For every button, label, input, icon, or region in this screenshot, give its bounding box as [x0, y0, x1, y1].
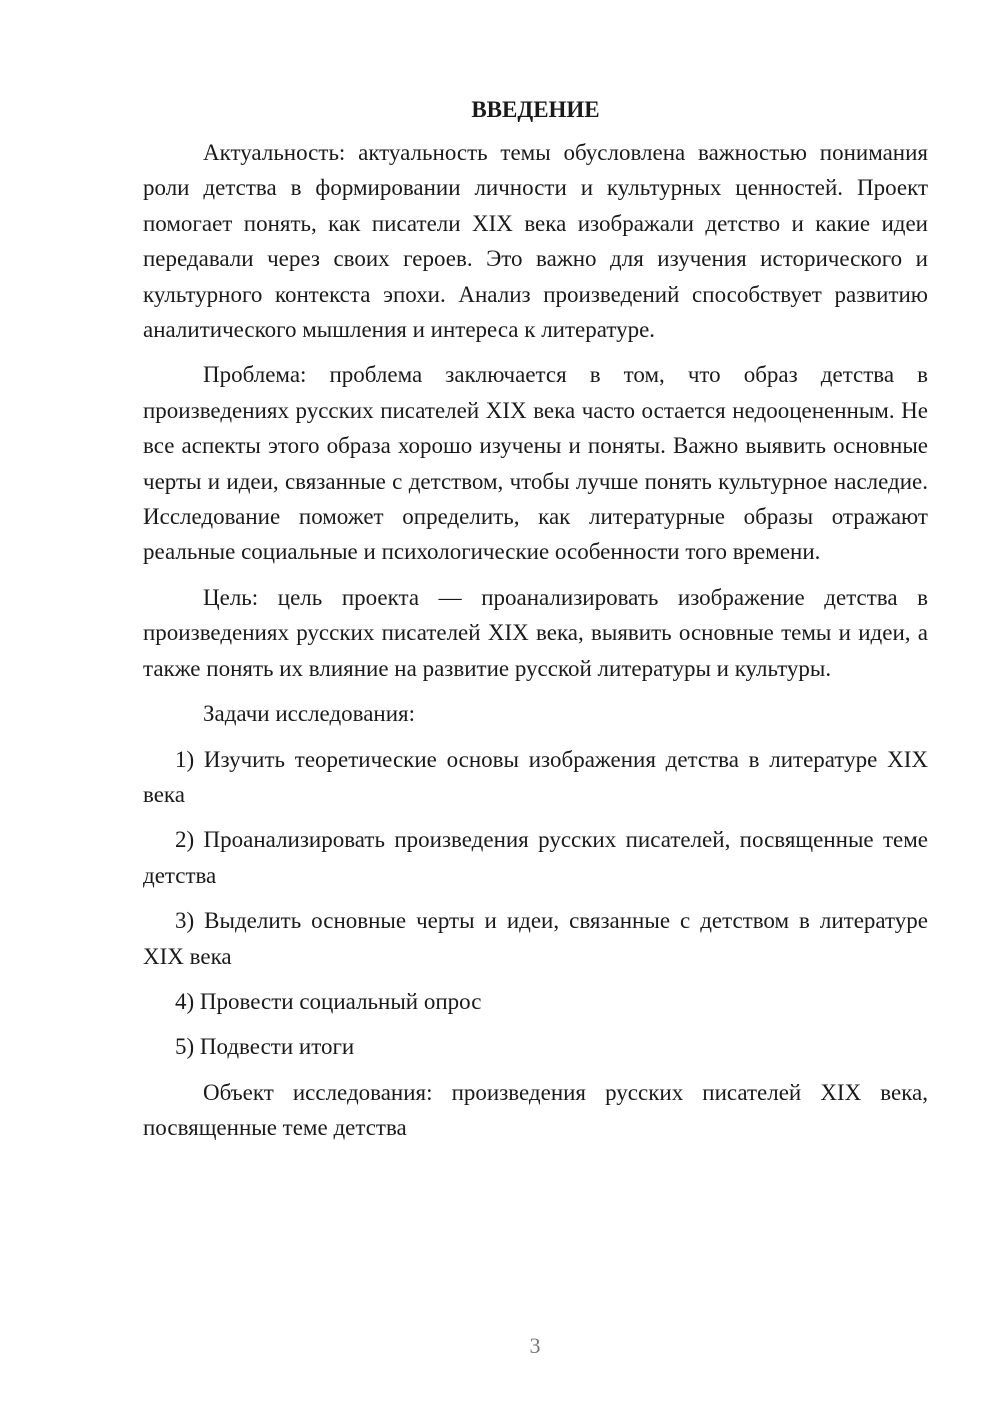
task-item-5: 5) Подвести итоги: [175, 1034, 355, 1060]
page-title: ВВЕДЕНИЕ: [471, 97, 600, 122]
relevance-paragraph: Актуальность: актуальность темы обусловлена важностью понимания роли детства в формировании личности и культурных ценностей. Проект помогает понять, как писатели XIX века изображали детство и какие идеи передавали через своих героев. Это важно для изучения исторического и культурного контекста эпохи. Анализ произведений способствует развитию аналитического мышления и интереса к литературе.: [143, 140, 928, 343]
task-item-2: 2) Проанализировать произведения русских писателей, посвященные теме детства: [143, 827, 928, 888]
task-item-4: 4) Провести социальный опрос: [175, 988, 482, 1014]
problem-paragraph: Проблема: проблема заключается в том, что образ детства в произведениях русских писателей XIX века часто остается недооцененным. Не все аспекты этого образа хорошо изучены и поняты. Важно выявить основные черты и идеи, связанные с детством, чтобы лучше понять культурное наследие. Исследование поможет определить, как литературные образы отражают реальные социальные и психологические особенности того времени.: [143, 362, 928, 565]
task-item-1: 1) Изучить теоретические основы изображения детства в литературе XIX века: [143, 746, 928, 807]
task-item-3: 3) Выделить основные черты и идеи, связанные с детством в литературе XIX века: [143, 908, 928, 969]
goal-paragraph: Цель: цель проекта — проанализировать изображение детства в произведениях русских писателей XIX века, выявить основные темы и идеи, а также понять их влияние на развитие русской литературы и культуры.: [143, 584, 928, 681]
tasks-heading: Задачи исследования:: [203, 701, 416, 727]
research-object-paragraph: Объект исследования: произведения русских писателей XIX века, посвященные теме детства: [143, 1079, 928, 1141]
document-page: [143, 95, 928, 1156]
page-number: 3: [529, 1333, 541, 1358]
